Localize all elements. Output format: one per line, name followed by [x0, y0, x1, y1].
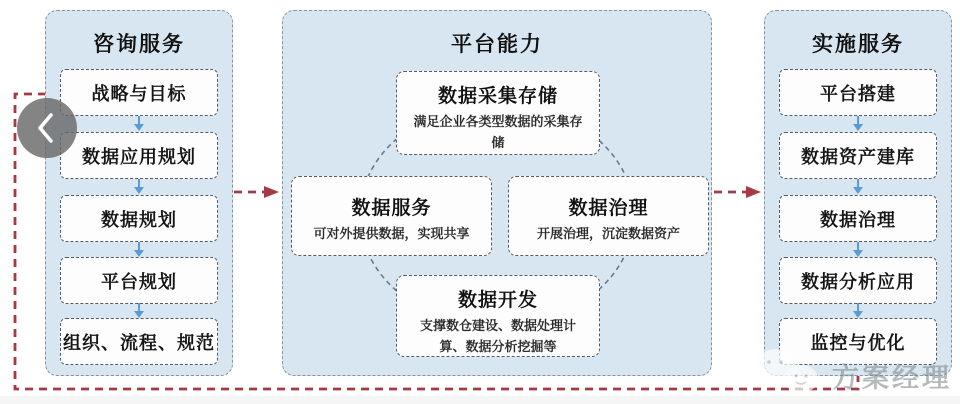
node-description: 支撑数仓建设、数据处理计算、数据分析挖掘等 [419, 318, 576, 355]
capability-node-data-service [291, 176, 492, 256]
down-arrow-icon [46, 303, 232, 318]
node-description: 开展治理，沉淀数据资产 [536, 226, 680, 241]
down-arrow-icon [765, 303, 951, 318]
implementation-item-data-governance: 数据治理 [779, 195, 937, 242]
back-button[interactable] [17, 98, 77, 158]
down-arrow-icon [46, 179, 232, 194]
node-title: 数据服务 [351, 198, 432, 219]
implementation-item-data-asset-library: 数据资产建库 [779, 132, 937, 179]
platform-panel-title: 平台能力 [451, 33, 543, 56]
capability-node-data-governance [508, 176, 709, 256]
consulting-item-org-process-standards: 组织、流程、规范 [60, 318, 218, 365]
chevron-left-icon [17, 98, 77, 158]
implementation-panel-title: 实施服务 [812, 33, 904, 56]
down-arrow-icon [765, 179, 951, 194]
implementation-item-monitoring-optimization: 监控与优化 [779, 318, 937, 365]
consulting-item-strategy: 战略与目标 [60, 69, 218, 116]
center-to-right-arrowhead-icon [746, 186, 761, 198]
consulting-item-platform-planning: 平台规划 [60, 257, 218, 304]
platform-capabilities-panel [282, 10, 712, 376]
node-title: 数据采集存储 [437, 86, 558, 107]
capability-node-data-collection-storage [396, 71, 600, 155]
implementation-item-data-analysis-application: 数据分析应用 [779, 257, 937, 304]
left-to-center-arrowhead-icon [264, 186, 279, 198]
consulting-item-data-application-planning: 数据应用规划 [60, 132, 218, 179]
watermark-text: 方案经理 [832, 363, 952, 393]
node-description: 可对外提供数据，实现共享 [313, 226, 470, 241]
node-description: 满足企业各类型数据的采集存储 [413, 114, 583, 151]
consulting-panel-title: 咨询服务 [93, 33, 185, 56]
bottom-edge-strip [0, 396, 960, 404]
consulting-item-data-planning: 数据规划 [60, 195, 218, 242]
down-arrow-icon [765, 242, 951, 257]
capability-node-data-development [396, 275, 600, 357]
node-title: 数据开发 [457, 290, 538, 311]
down-arrow-icon [46, 242, 232, 257]
implementation-item-platform-setup: 平台搭建 [779, 69, 937, 116]
down-arrow-icon [765, 116, 951, 131]
implementation-services-panel [764, 10, 952, 376]
node-title: 数据治理 [568, 198, 649, 219]
consulting-services-panel [45, 10, 233, 376]
